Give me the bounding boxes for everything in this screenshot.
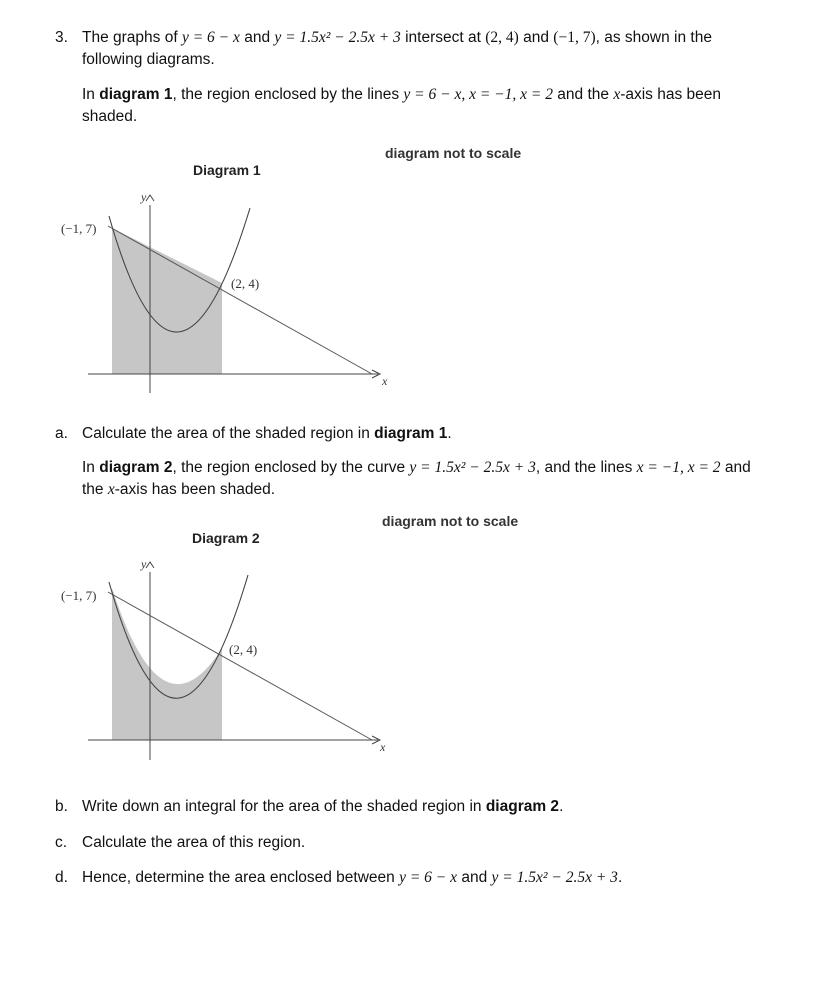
diagram2-description: In diagram 2, the region enclosed by the curve y = 1.5x² − 2.5x + 3, and the lines x = −1, x = 2 and [82,459,751,476]
diagram1-description-2: shaded. [82,108,138,125]
diagram2-scale-note: diagram not to scale [382,513,519,529]
diagram2-label-left: (−1, 7) [61,588,97,603]
intro-line-1: The graphs of y = 6 − x and y = 1.5x² − 2.5x + 3 intersect at (2, 4) and (−1, 7), as shown in the [82,29,712,46]
part-d-label: d. [55,869,68,886]
part-b-text: Write down an integral for the area of the shaded region in diagram 2. [82,798,564,815]
diagram2-shaded-region [112,588,222,740]
diagram2-label-int: (2, 4) [229,642,258,657]
question-number: 3. [55,29,68,46]
diagram1-y-label: y [141,190,147,204]
diagram1-title: Diagram 1 [193,162,261,178]
diagram2-title: Diagram 2 [192,530,260,546]
intro-line-2: following diagrams. [82,51,215,68]
diagram1-scale-note: diagram not to scale [385,145,522,161]
part-c-text: Calculate the area of this region. [82,834,306,851]
diagram2-x-label: x [380,740,386,754]
part-a-text: Calculate the area of the shaded region in diagram 1. [82,425,452,442]
diagram2-y-arrow [146,562,154,568]
part-a-label: a. [55,425,68,442]
diagram2-description-2: the x-axis has been shaded. [82,481,276,498]
diagram2-y-label: y [141,557,147,571]
part-d-text: Hence, determine the area enclosed between y = 6 − x and y = 1.5x² − 2.5x + 3. [82,869,623,886]
diagram1-label-int: (2, 4) [231,276,260,291]
part-b-label: b. [55,798,68,815]
diagram1-description: In diagram 1, the region enclosed by the lines y = 6 − x, x = −1, x = 2 and the x-axis has been [82,86,722,103]
diagram1-x-label: x [382,374,388,388]
diagram1-label-left: (−1, 7) [61,221,97,236]
part-c-label: c. [55,834,68,851]
